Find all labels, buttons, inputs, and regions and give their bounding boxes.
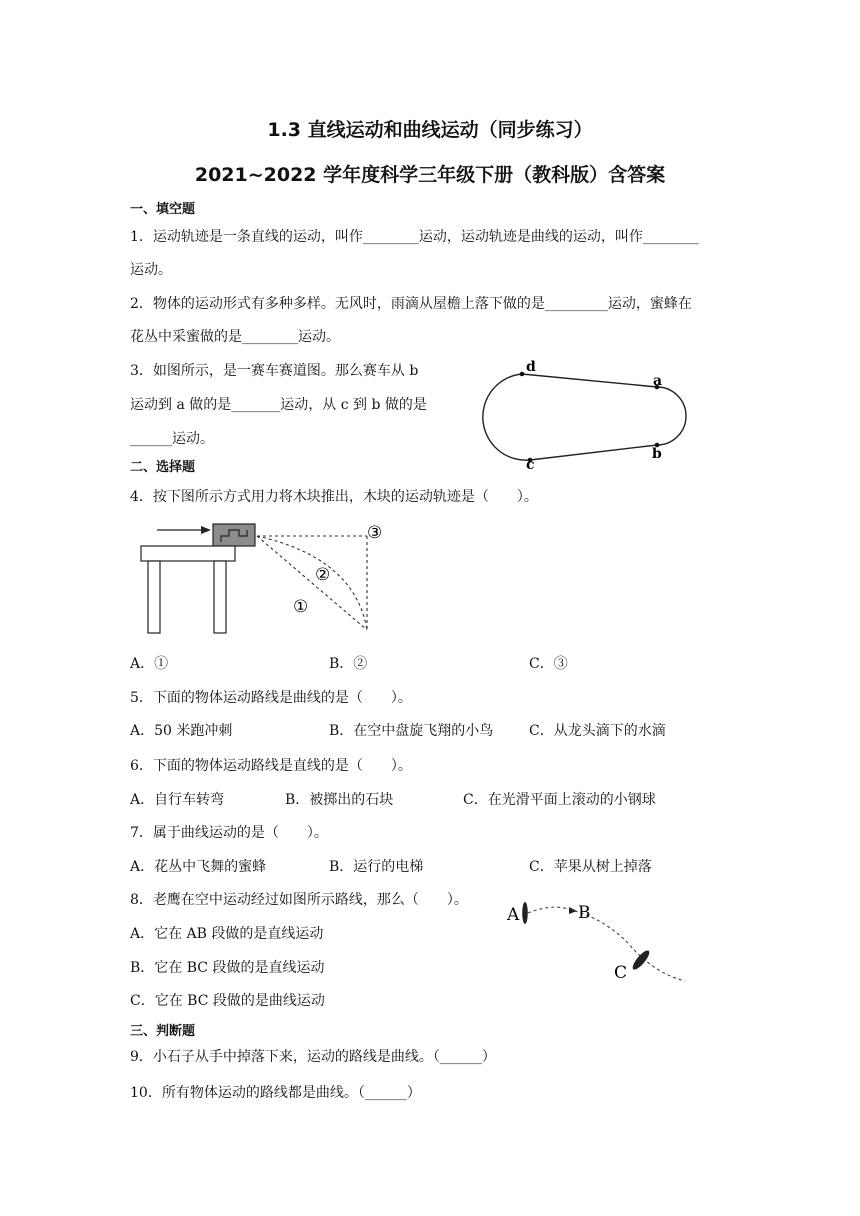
question-5-option-a[interactable]: A．50 米跑冲刺 bbox=[130, 723, 233, 739]
question-4-option-a[interactable]: A．① bbox=[130, 656, 169, 672]
question-7-option-b[interactable]: B．运行的电梯 bbox=[329, 859, 424, 875]
eagle-point-b bbox=[569, 907, 577, 914]
track-label-a: a bbox=[653, 373, 663, 389]
question-8-option-b[interactable]: B．它在 BC 段做的是直线运动 bbox=[130, 960, 325, 976]
eagle-flight-path bbox=[528, 907, 685, 981]
question-7-text: 7．属于曲线运动的是（ ）。 bbox=[130, 825, 328, 841]
question-7-option-a[interactable]: A．花丛中飞舞的蜜蜂 bbox=[130, 859, 267, 875]
page-subtitle: 2021~2022 学年度科学三年级下册（教科版）含答案 bbox=[194, 164, 666, 186]
question-3-line-1: 3．如图所示，是一赛车赛道图。那么赛车从 b bbox=[130, 363, 419, 379]
trajectory-label-1: ① bbox=[293, 597, 309, 617]
trajectory-1-line bbox=[257, 536, 367, 630]
eagle-silhouette-c bbox=[630, 948, 652, 972]
question-7-option-c[interactable]: C．苹果从树上掉落 bbox=[529, 859, 652, 875]
trajectory-label-2: ② bbox=[315, 565, 331, 585]
question-6-option-c[interactable]: C．在光滑平面上滚动的小钢球 bbox=[463, 792, 656, 808]
track-label-c: c bbox=[526, 457, 535, 473]
section-choice-heading: 二、选择题 bbox=[130, 460, 196, 475]
question-2-line-2: 花丛中采蜜做的是________运动。 bbox=[130, 329, 340, 345]
question-3-line-3: ______运动。 bbox=[130, 431, 214, 447]
race-track-figure bbox=[470, 352, 700, 477]
question-5-option-b[interactable]: B．在空中盘旋飞翔的小鸟 bbox=[329, 723, 494, 739]
eagle-label-a: A bbox=[507, 905, 520, 925]
question-4-text: 4．按下图所示方式用力将木块推出，木块的运动轨迹是（ ）。 bbox=[130, 489, 538, 505]
table-top bbox=[141, 546, 235, 561]
question-8-option-a[interactable]: A．它在 AB 段做的是直线运动 bbox=[130, 926, 324, 942]
question-2-line-1: 2．物体的运动形式有多种多样。无风时，雨滴从屋檐上落下做的是_________运动，蜜蜂在 bbox=[130, 296, 692, 312]
eagle-label-c: C bbox=[614, 963, 628, 983]
question-9-text: 9．小石子从手中掉落下来，运动的路线是曲线。（______） bbox=[130, 1049, 496, 1065]
question-8-option-c[interactable]: C．它在 BC 段做的是曲线运动 bbox=[130, 993, 325, 1009]
question-4-option-b[interactable]: B．② bbox=[329, 656, 368, 672]
eagle-path-figure bbox=[503, 893, 693, 988]
question-5-option-c[interactable]: C．从龙头滴下的水滴 bbox=[529, 723, 666, 739]
section-fill-heading: 一、填空题 bbox=[130, 202, 196, 217]
section-judge-heading: 三、判断题 bbox=[130, 1024, 196, 1039]
table-block-figure bbox=[135, 518, 390, 643]
table-leg-right bbox=[214, 561, 226, 633]
question-6-text: 6．下面的物体运动路线是直线的是（ ）。 bbox=[130, 758, 412, 774]
question-10-text: 10．所有物体运动的路线都是曲线。（______） bbox=[130, 1085, 421, 1101]
question-6-option-a[interactable]: A．自行车转弯 bbox=[130, 792, 225, 808]
table-leg-left bbox=[148, 561, 160, 633]
question-8-text: 8．老鹰在空中运动经过如图所示路线，那么（ ）。 bbox=[130, 892, 468, 908]
wood-block bbox=[213, 524, 255, 546]
question-4-option-c[interactable]: C．③ bbox=[529, 656, 568, 672]
question-1-line-1: 1．运动轨迹是一条直线的运动，叫作________运动，运动轨迹是曲线的运动，叫作________ bbox=[130, 229, 699, 245]
track-point-d bbox=[520, 372, 525, 377]
push-arrow-head bbox=[201, 526, 211, 534]
question-5-text: 5．下面的物体运动路线是曲线的是（ ）。 bbox=[130, 690, 412, 706]
trajectory-label-3: ③ bbox=[367, 523, 383, 543]
eagle-label-b: B bbox=[578, 903, 591, 923]
question-3-line-2: 运动到 a 做的是_______运动，从 c 到 b 做的是 bbox=[130, 397, 427, 413]
track-label-b: b bbox=[652, 446, 662, 462]
question-6-option-b[interactable]: B．被掷出的石块 bbox=[285, 792, 394, 808]
track-label-d: d bbox=[526, 359, 536, 375]
page-title: 1.3 直线运动和曲线运动（同步练习） bbox=[267, 119, 593, 141]
eagle-silhouette-a bbox=[522, 902, 528, 924]
question-1-line-2: 运动。 bbox=[130, 262, 172, 278]
